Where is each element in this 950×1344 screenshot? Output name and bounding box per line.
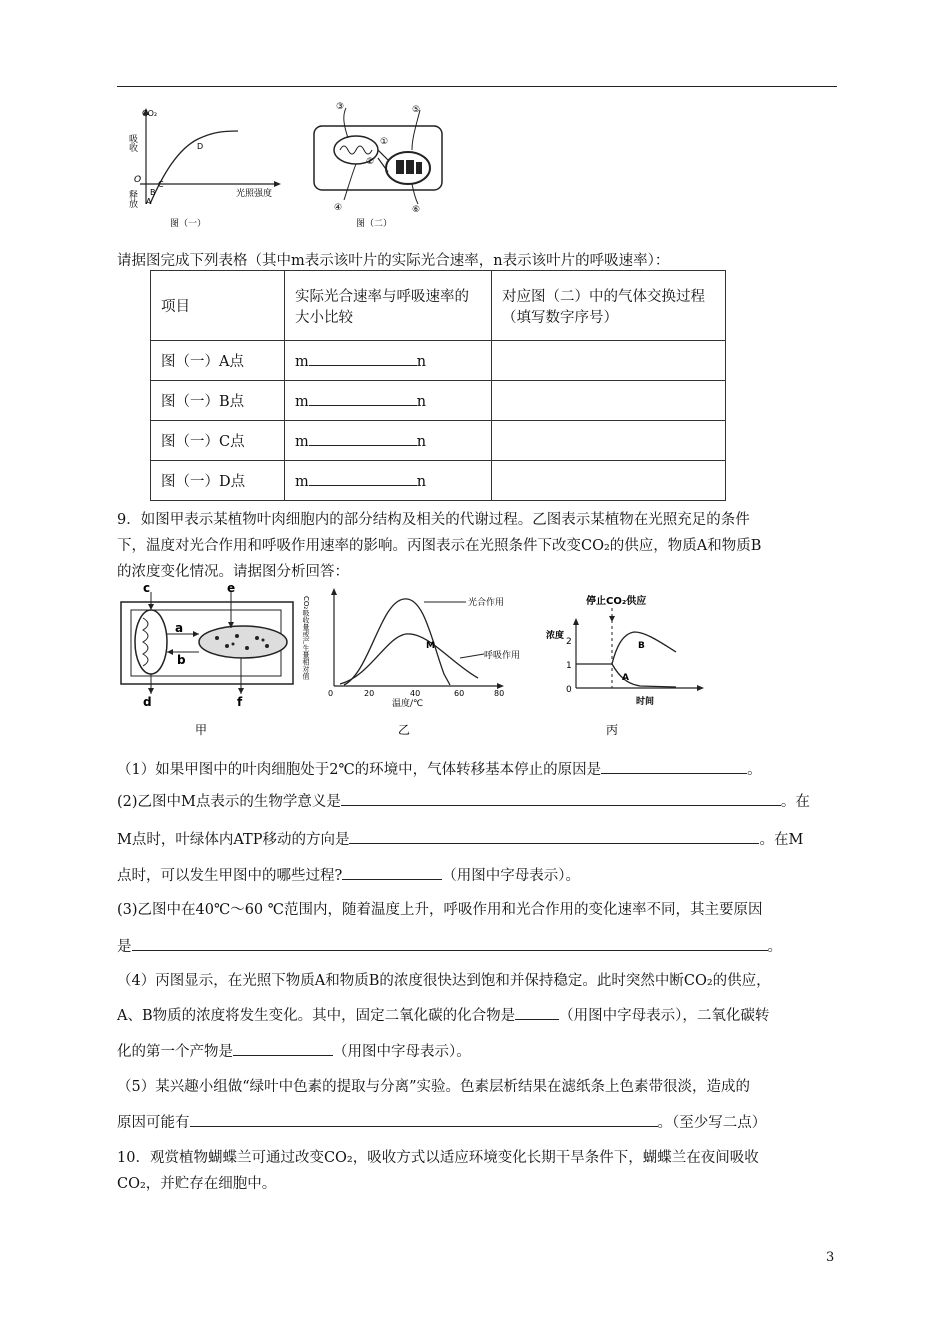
bing-title: 停止CO₂供应	[586, 596, 647, 607]
table-header-row	[151, 271, 726, 341]
gas-exchange-table	[150, 270, 726, 501]
row-item: 图（一）C点	[151, 421, 285, 461]
yi-x-label: 温度/℃	[392, 699, 424, 709]
fig2-label-5: ⑤	[412, 105, 421, 115]
row-item: 图（一）D点	[151, 461, 285, 501]
figure-yi-temperature-chart	[300, 582, 520, 742]
answer-blank[interactable]	[342, 865, 442, 880]
yi-tick-40: 40	[410, 689, 421, 698]
answer-blank[interactable]	[190, 1112, 658, 1127]
jia-label-c: c	[143, 582, 151, 595]
row-item: 图（一）B点	[151, 381, 285, 421]
table-row	[151, 461, 726, 501]
table-row	[151, 421, 726, 461]
header-compare: 实际光合速率与呼吸速率的大小比较	[285, 271, 492, 341]
sub5-a: （5）某兴趣小组做“绿叶中色素的提取与分离”实验。色素层析结果在滤纸条上色素带很淡，造成的	[117, 1079, 751, 1095]
answer-blank[interactable]	[309, 431, 417, 446]
fig2-label-6: ⑥	[412, 205, 421, 215]
fig2-label-1: ①	[380, 137, 389, 147]
fig1-point-a: A	[146, 197, 152, 206]
q9-line1: 9．如图甲表示某植物叶肉细胞内的部分结构及相关的代谢过程。乙图表示某植物在光照充足的条件	[117, 512, 750, 528]
sub3-b: 是 。	[117, 935, 782, 956]
answer-blank[interactable]	[341, 791, 781, 806]
answer-blank[interactable]	[309, 471, 417, 486]
table-row	[151, 341, 726, 381]
fig1-release-label: 释放	[127, 190, 137, 208]
bing-y-label: 浓度	[546, 631, 565, 641]
jia-caption: 甲	[195, 723, 208, 737]
sub2-a: (2)乙图中M点表示的生物学意义是 。在	[117, 790, 810, 811]
q9-line2: 下，温度对光合作用和呼吸作用速率的影响。丙图表示在光照条件下改变CO₂的供应，物质A和物质B	[117, 538, 762, 554]
yi-caption: 乙	[398, 723, 411, 737]
page-number: 3	[826, 1250, 835, 1265]
jia-label-e: e	[227, 582, 236, 595]
sub2-b: M点时，叶绿体内ATP移动的方向是 。在M	[117, 828, 803, 849]
figure-bing-concentration-chart	[530, 582, 710, 742]
fig2-label-3: ③	[336, 102, 345, 112]
row-compare: m n	[285, 341, 492, 381]
bing-caption: 丙	[606, 723, 619, 737]
header-item: 项目	[151, 271, 285, 341]
jia-label-d: d	[143, 695, 152, 709]
bing-curve-a: A	[622, 673, 629, 683]
sub3-a: (3)乙图中在40℃～60 ℃范围内，随着温度上升，呼吸作用和光合作用的变化速率不同，其主要原因	[117, 902, 763, 918]
yi-m-label: M	[426, 641, 435, 651]
yi-photo-label: 光合作用	[468, 598, 505, 608]
sub4-b: A、B物质的浓度将发生变化。其中，固定二氧化碳的化合物是 （用图中字母表示），二氧化碳转	[117, 1004, 769, 1025]
fig1-absorb-label: 吸收	[127, 134, 137, 152]
figure-1-light-curve	[118, 104, 283, 230]
answer-blank[interactable]	[349, 829, 759, 844]
row-process-blank[interactable]	[492, 381, 726, 421]
yi-tick-80: 80	[494, 689, 505, 698]
q10-a: 10．观赏植物蝴蝶兰可通过改变CO₂，吸收方式以适应环境变化长期干旱条件下，蝴蝶兰在夜间吸收	[117, 1150, 759, 1166]
figure-jia-cell	[117, 582, 297, 742]
jia-label-a: a	[175, 621, 184, 635]
sub4-a: （4）丙图显示，在光照下物质A和物质B的浓度很快达到饱和并保持稳定。此时突然中断CO₂的供应，	[117, 973, 771, 989]
bing-curve-b: B	[638, 641, 645, 651]
bing-x-label: 时间	[636, 697, 655, 707]
row-compare: m n	[285, 381, 492, 421]
bing-tick-1: 1	[566, 661, 572, 671]
row-process-blank[interactable]	[492, 421, 726, 461]
fig1-caption: 图（一）	[170, 219, 207, 229]
fig2-label-2: ②	[366, 157, 375, 167]
jia-label-f: f	[237, 695, 243, 709]
fig1-point-b: B	[150, 188, 156, 197]
sub2-c: 点时，可以发生甲图中的哪些过程? （用图中字母表示）。	[117, 864, 580, 885]
header-process: 对应图（二）中的气体交换过程（填写数字序号）	[492, 271, 726, 341]
bing-tick-0: 0	[566, 685, 572, 695]
fig1-co2-label: CO₂	[142, 109, 158, 118]
figure-2-cell-gas-exchange	[308, 98, 448, 230]
jia-label-b: b	[177, 653, 186, 667]
sub1: （1）如果甲图中的叶肉细胞处于2℃的环境中，气体转移基本停止的原因是 。	[117, 758, 762, 779]
q9-line3: 的浓度变化情况。请据图分析回答：	[117, 564, 349, 580]
sub4-c: 化的第一个产物是 （用图中字母表示）。	[117, 1040, 471, 1061]
fig1-point-c: C	[158, 180, 164, 189]
fig1-x-label: 光照强度	[236, 189, 273, 199]
yi-tick-0: 0	[328, 689, 334, 698]
row-process-blank[interactable]	[492, 341, 726, 381]
table-intro: 请据图完成下列表格（其中m表示该叶片的实际光合速率，n表示该叶片的呼吸速率）：	[117, 253, 670, 269]
top-rule	[117, 86, 837, 87]
yi-resp-label: 呼吸作用	[484, 651, 520, 661]
yi-y-label: CO₂吸收量或产生量相对值	[302, 596, 310, 680]
fig2-caption: 图（二）	[356, 219, 393, 229]
bing-tick-2: 2	[566, 637, 572, 647]
row-process-blank[interactable]	[492, 461, 726, 501]
table-row	[151, 381, 726, 421]
row-compare: m n	[285, 461, 492, 501]
yi-tick-20: 20	[364, 689, 375, 698]
fig2-label-4: ④	[334, 203, 343, 213]
sub5-b: 原因可能有 。（至少写二点）	[117, 1111, 766, 1132]
answer-blank[interactable]	[309, 391, 417, 406]
row-compare: m n	[285, 421, 492, 461]
row-item: 图（一）A点	[151, 341, 285, 381]
answer-blank[interactable]	[601, 759, 747, 774]
q10-b: CO₂，并贮存在细胞中。	[117, 1176, 277, 1192]
yi-tick-60: 60	[454, 689, 465, 698]
answer-blank[interactable]	[233, 1041, 333, 1056]
answer-blank[interactable]	[515, 1005, 559, 1020]
answer-blank[interactable]	[132, 936, 768, 951]
fig1-point-d: D	[197, 142, 204, 151]
answer-blank[interactable]	[309, 351, 417, 366]
fig1-origin: O	[134, 175, 142, 185]
